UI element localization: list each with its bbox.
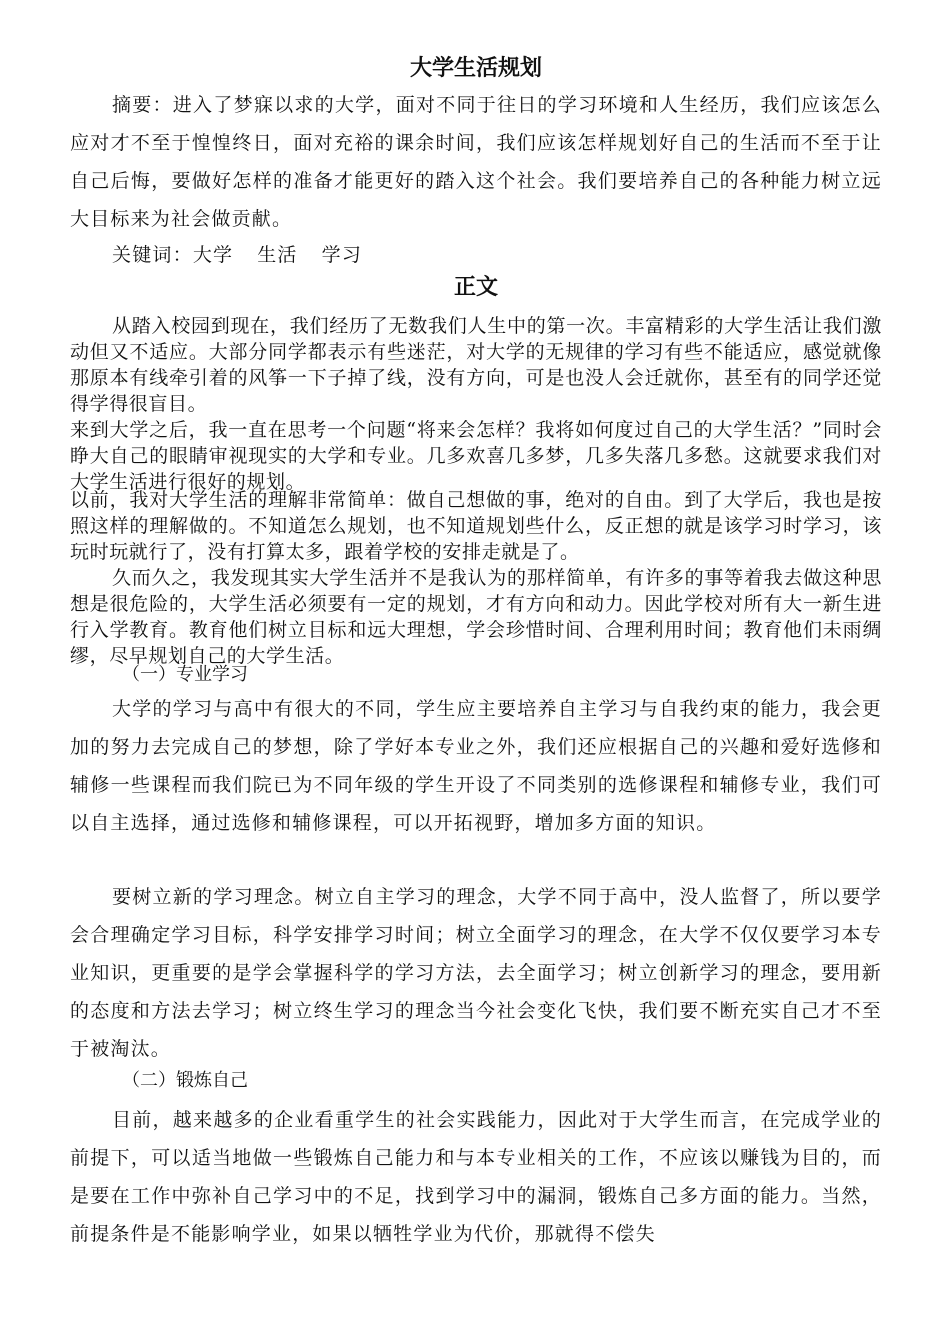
body-paragraph: 从踏入校园到现在，我们经历了无数我们人生中的第一次。丰富精彩的大学生活让我们激动但又不适应。大部分同学都表示有些迷茫，对大学的无规律的学习有些不能适应，感觉就像那原本有线牵引着的风筝一下子掉了线，没有方向，可是也没人会迁就你，甚至有的同学还觉得学得很盲目。 [70, 315, 882, 415]
section-heading: （二）锻炼自己 [122, 1070, 248, 1091]
keywords-line [70, 236, 882, 274]
keyword-item: 生活 [257, 244, 298, 266]
section-paragraph: 大学的学习与高中有很大的不同，学生应主要培养自主学习与自我约束的能力，我会更加的努力去完成自己的梦想，除了学好本专业之外，我们还应根据自己的兴趣和爱好选修和辅修一些课程而我们院已为不同年级的学生开设了不同类别的选修课程和辅修专业，我们可以自主选择，通过选修和辅修课程，可以开拓视野，增加多方面的知识。 [70, 698, 882, 834]
keyword-item: 学习 [321, 244, 363, 266]
body-paragraph: 以前，我对大学生活的理解非常简单：做自己想做的事，绝对的自由。到了大学后，我也是按照这样的理解做的。不知道怎么规划，也不知道规划些什么，反正想的就是该学习时学习，该玩时玩就行了，没有打算太多，跟着学校的安排走就是了。 [70, 489, 882, 563]
body-paragraph: 来到大学之后，我一直在思考一个问题“将来会怎样？我将如何度过自己的大学生活？”同时会睁大自己的眼睛审视现实的大学和专业。几多欢喜几多梦，几多失落几多愁。这就要求我们对大学生活进行很好的规划。 [70, 419, 882, 493]
section-paragraph: 要树立新的学习理念。树立自主学习的理念，大学不同于高中，没人监督了，所以要学会合理确定学习目标，科学安排学习时间；树立全面学习的理念，在大学不仅仅要学习本专业知识，更重要的是学会掌握科学的学习方法，去全面学习；树立创新学习的理念，要用新的态度和方法去学习；树立终生学习的理念当今社会变化飞快，我们要不断充实自己才不至于被淘汰。 [70, 886, 882, 1060]
body-paragraph: 久而久之，我发现其实大学生活并不是我认为的那样简单，有许多的事等着我去做这种思想是很危险的，大学生活必须要有一定的规划，才有方向和动力。因此学校对所有大一新生进行入学教育。教育他们树立目标和远大理想，学会珍惜时间、合理利用时间；教育他们未雨绸缪，尽早规划自己的大学生活。 [70, 567, 882, 667]
keywords-label: 关键词： [112, 244, 193, 266]
document-title: 大学生活规划 [409, 55, 542, 81]
keyword-item: 大学 [192, 244, 234, 266]
abstract-paragraph: 摘要：进入了梦寐以求的大学，面对不同于往日的学习环境和人生经历，我们应该怎么应对才不至于惶惶终日，面对充裕的课余时间，我们应该怎样规划好自己的生活而不至于让自己后悔，要做好怎样的准备才能更好的踏入这个社会。我们要培养自己的各种能力树立远大目标来为社会做贡献。 [70, 94, 882, 230]
body-title: 正文 [453, 274, 498, 300]
section-paragraph: 目前，越来越多的企业看重学生的社会实践能力，因此对于大学生而言，在完成学业的前提下，可以适当地做一些锻炼自己能力和与本专业相关的工作，不应该以赚钱为目的，而是要在工作中弥补自己学习中的不足，找到学习中的漏洞，锻炼自己多方面的能力。当然，前提条件是不能影响学业，如果以牺牲学业为代价，那就得不偿失 [70, 1109, 882, 1245]
section-heading: （一）专业学习 [122, 664, 248, 685]
